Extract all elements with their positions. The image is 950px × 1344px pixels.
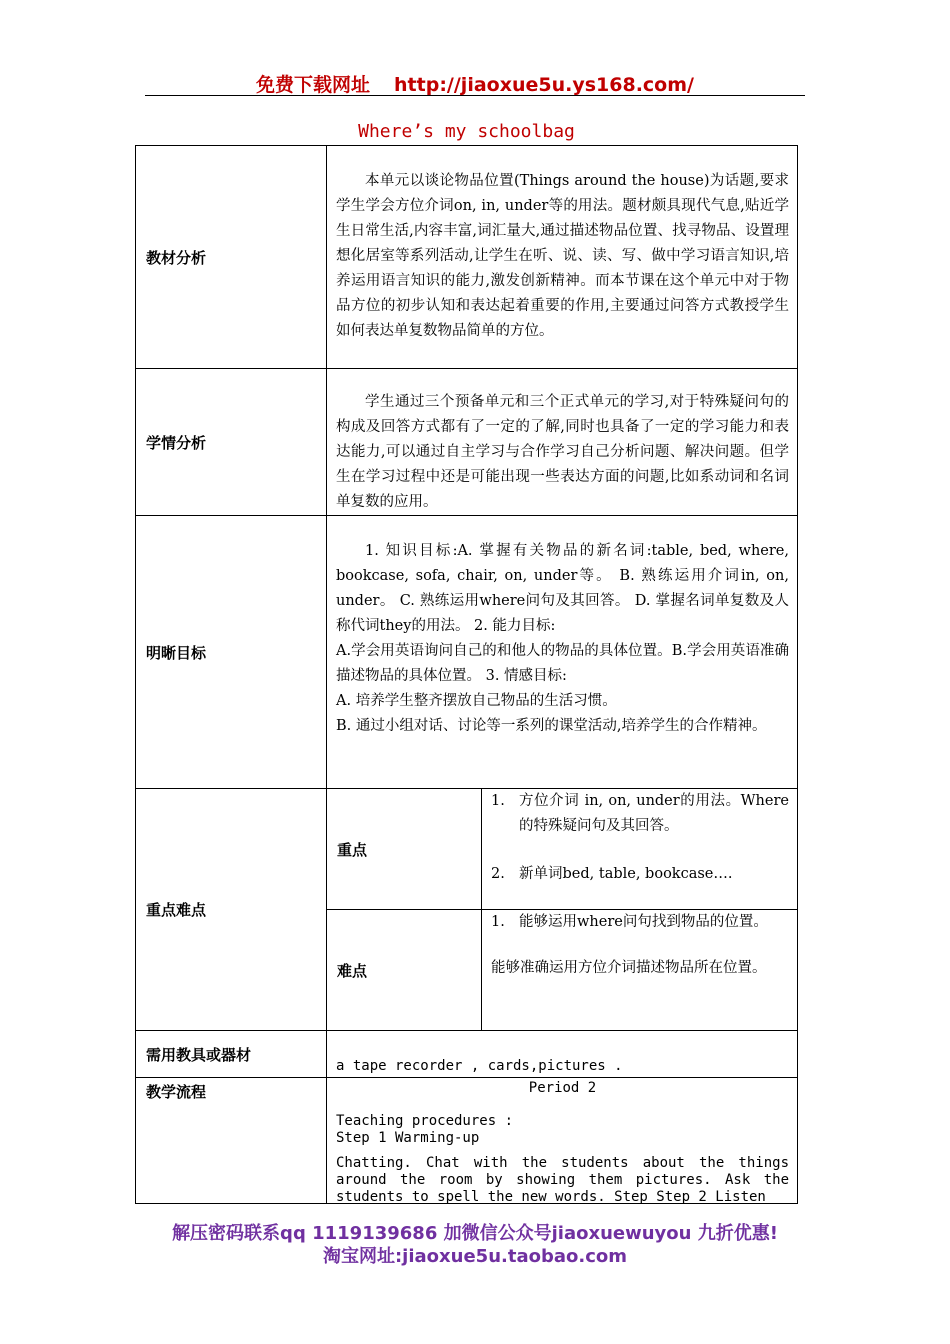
materials-text: a tape recorder , cards,pictures . xyxy=(336,1058,623,1074)
header-url[interactable]: http://jiaoxue5u.ys168.com/ xyxy=(394,74,694,96)
list-item xyxy=(491,862,789,887)
row-label-key-difficult xyxy=(135,788,326,1030)
procedure-heading: Teaching procedures : xyxy=(336,1113,514,1129)
row-label-objectives xyxy=(135,515,326,788)
row-label-text: 难点 xyxy=(337,961,368,980)
header-divider xyxy=(145,95,805,96)
list-text: 新单词bed, table, bookcase…. xyxy=(519,866,733,882)
list-text: 方位介词 in, on, under的用法。Where的特殊疑问句及其回答。 xyxy=(519,793,789,834)
key-points-label xyxy=(326,788,481,909)
footer-shop-link[interactable]: 淘宝网址:jiaoxue5u.taobao.com xyxy=(322,1246,627,1267)
list-item xyxy=(491,910,789,935)
row-label-text: 重点难点 xyxy=(146,901,207,919)
list-number: 2. xyxy=(491,866,505,882)
list-number: 1. xyxy=(491,914,505,930)
difficult-extra: 能够准确运用方位介词描述物品所在位置。 xyxy=(491,960,767,976)
row-label-student-analysis xyxy=(135,368,326,515)
row-label-teaching-material xyxy=(135,145,326,368)
analysis-text: 学生通过三个预备单元和三个正式单元的学习,对于特殊疑问句的构成及回答方式都有了一定的了解,同时也具备了一定的学习能力和表达能力,可以通过自主学习与合作学习自己分析问题、解决问题。但学生在学习过程中还是可能出现一些表达方面的问题,比如系动词和名词单复数的应用。 xyxy=(336,394,789,510)
header-label: 免费下载网址 xyxy=(256,74,371,96)
teaching-material-analysis xyxy=(326,145,798,368)
row-label-materials xyxy=(135,1030,326,1077)
analysis-text: 本单元以谈论物品位置(Things around the house)为话题,要求学生学会方位介词on, in, under等的用法。题材颇具现代气息,贴近学生日常生活,内容丰富,词汇量大,通过描述物品位置、找寻物品、设置理想化居室等系列活动,让学生在听、说、读、写、做中学习语言知识,培养运用语言知识的能力,激发创新精神。而本节课在这个单元中对于物品方位的初步认知和表达起着重要的作用,主要通过问答方式教授学生如何表达单复数物品简单的方位。 xyxy=(336,173,789,339)
teaching-procedure xyxy=(326,1077,798,1204)
list-text: 能够运用where问句找到物品的位置。 xyxy=(519,914,768,930)
step-heading: Step 1 Warming-up xyxy=(336,1130,480,1146)
row-label-text: 明晰目标 xyxy=(146,643,207,662)
objective-emotion-a: A. 培养学生整齐摆放自己物品的生活习惯。 xyxy=(336,693,617,709)
materials xyxy=(326,1030,798,1077)
row-label-procedure xyxy=(135,1077,326,1204)
document-title: Where’s my schoolbag xyxy=(358,121,575,142)
row-label-text: 教材分析 xyxy=(146,248,207,267)
list-number: 1. xyxy=(491,793,505,809)
period-label: Period 2 xyxy=(528,1080,597,1096)
key-points xyxy=(481,788,798,909)
footer-contact: 解压密码联系qq 1119139686 加微信公众号jiaoxuewuyou 九折优惠! xyxy=(172,1223,778,1244)
difficult-points xyxy=(481,909,798,1030)
difficult-points-label xyxy=(326,909,481,1030)
row-label-text: 需用教具或器材 xyxy=(146,1045,252,1064)
objective-ability: A.学会用英语询问自己的和他人的物品的具体位置。B.学会用英语准确描述物品的具体位置。 3. 情感目标: xyxy=(336,643,789,684)
header-download-link[interactable] xyxy=(145,70,805,96)
objective-knowledge: 1. 知识目标:A. 掌握有关物品的新名词:table, bed, where, bookcase, sofa, chair, on, under等。 B. 熟练运用介词in, on, under。 C. 熟练运用where问句及其回答。 D. 掌握名词单复数及人称代词they的用法。 2. 能力目标: xyxy=(336,543,789,634)
objective-emotion-b: B. 通过小组对话、讨论等一系列的课堂活动,培养学生的合作精神。 xyxy=(336,718,767,734)
student-analysis xyxy=(326,368,798,515)
row-label-text: 教学流程 xyxy=(146,1083,207,1101)
list-item xyxy=(491,789,789,839)
procedure-text: Chatting. Chat with the students about the things around the room by showing them pictures. Ask the students to spell the new words. Step Step 2 Listen xyxy=(336,1155,789,1204)
row-label-text: 学情分析 xyxy=(146,433,207,452)
row-label-text: 重点 xyxy=(337,840,368,859)
objectives xyxy=(326,515,798,788)
